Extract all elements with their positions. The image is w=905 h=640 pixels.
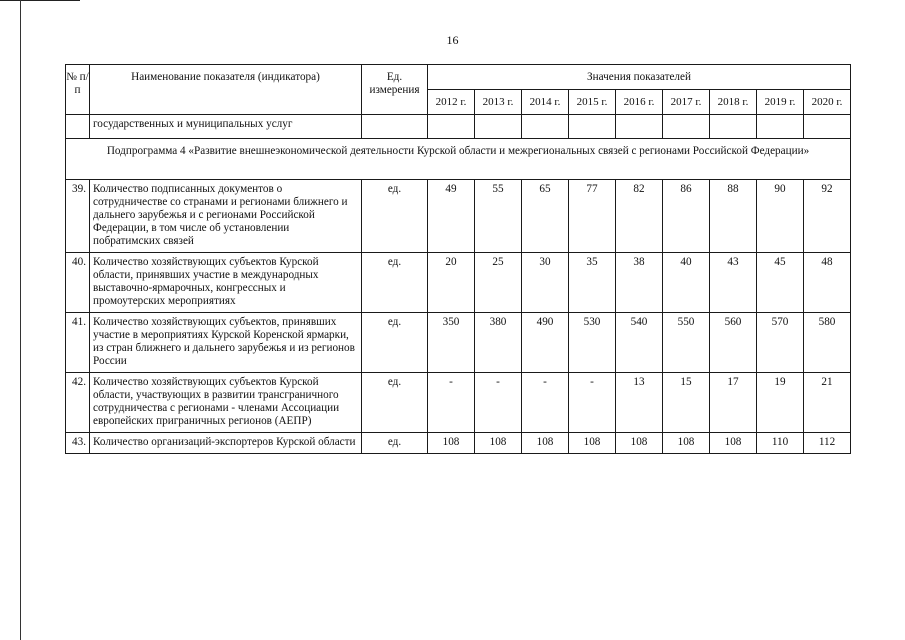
value-cell: - [475,373,522,433]
header-year: 2017 г. [663,90,710,115]
indicator-name: Количество хозяйствующих субъектов Курской области, принявших участие в международных выставочно-ярмарочных, конгрессных и промоутерских мероприятиях [90,253,362,313]
value-cell: 65 [522,180,569,253]
value-cell: 45 [757,253,804,313]
indicator-unit: ед. [362,373,428,433]
value-cell: 19 [757,373,804,433]
value-cell: 38 [616,253,663,313]
header-year: 2018 г. [710,90,757,115]
value-cell: 82 [616,180,663,253]
value-cell: 86 [663,180,710,253]
table-row [66,180,851,253]
empty-cell [522,115,569,139]
header-year: 2019 г. [757,90,804,115]
indicator-unit: ед. [362,313,428,373]
value-cell: 88 [710,180,757,253]
empty-cell [663,115,710,139]
value-cell: - [522,373,569,433]
indicator-name: Количество организаций-экспортеров Курской области [90,433,362,454]
continuation-num-cell [66,115,90,139]
header-year: 2016 г. [616,90,663,115]
indicator-name: Количество хозяйствующих субъектов, принявших участие в мероприятиях Курской Коренской ярмарки, из стран ближнего и дальнего зарубежья и из регионов России [90,313,362,373]
table-row [66,433,851,454]
value-cell: 350 [428,313,475,373]
value-cell: 13 [616,373,663,433]
row-number: 43. [66,433,90,454]
scan-artifact-line [0,0,80,1]
empty-cell [616,115,663,139]
value-cell: 55 [475,180,522,253]
value-cell: 90 [757,180,804,253]
value-cell: 540 [616,313,663,373]
subprogram-title: Подпрограмма 4 «Развитие внешнеэкономической деятельности Курской области и межрегиональных связей с регионами Российской Федерации» [66,139,851,180]
value-cell: 380 [475,313,522,373]
value-cell: 560 [710,313,757,373]
empty-cell [362,115,428,139]
value-cell: - [428,373,475,433]
value-cell: 108 [428,433,475,454]
header-row-top [66,65,851,90]
indicators-table [65,64,851,454]
empty-cell [804,115,851,139]
empty-cell [710,115,757,139]
value-cell: 490 [522,313,569,373]
indicator-name: Количество подписанных документов о сотрудничестве со странами и регионами ближнего и дальнего зарубежья и с регионами Российской Федерации, в том числе об установлении побратимских связей [90,180,362,253]
value-cell: 108 [710,433,757,454]
row-number: 39. [66,180,90,253]
value-cell: 580 [804,313,851,373]
value-cell: 112 [804,433,851,454]
header-values: Значения показателей [428,65,851,90]
empty-cell [475,115,522,139]
value-cell: 92 [804,180,851,253]
value-cell: 108 [522,433,569,454]
table-row [66,313,851,373]
value-cell: 108 [569,433,616,454]
header-year: 2012 г. [428,90,475,115]
value-cell: 17 [710,373,757,433]
value-cell: 20 [428,253,475,313]
header-year: 2014 г. [522,90,569,115]
value-cell: 30 [522,253,569,313]
value-cell: 108 [663,433,710,454]
continuation-row [66,115,851,139]
page-edge-line [20,0,21,640]
value-cell: 530 [569,313,616,373]
row-number: 41. [66,313,90,373]
value-cell: 77 [569,180,616,253]
value-cell: 35 [569,253,616,313]
value-cell: 40 [663,253,710,313]
table-row [66,253,851,313]
value-cell: 550 [663,313,710,373]
row-number: 42. [66,373,90,433]
row-number: 40. [66,253,90,313]
value-cell: 25 [475,253,522,313]
page-number: 16 [446,33,459,47]
header-unit: Ед. измерения [362,65,428,115]
indicator-name: Количество хозяйствующих субъектов Курской области, участвующих в развитии трансграничного сотрудничества с регионами - членами Ассоциации европейских приграничных регионов (АЕПР) [90,373,362,433]
continuation-text: государственных и муниципальных услуг [90,115,362,139]
value-cell: 43 [710,253,757,313]
value-cell: 49 [428,180,475,253]
indicator-unit: ед. [362,433,428,454]
header-num: № п/п [66,65,90,115]
value-cell: 15 [663,373,710,433]
value-cell: 108 [475,433,522,454]
value-cell: 48 [804,253,851,313]
value-cell: 108 [616,433,663,454]
indicator-unit: ед. [362,253,428,313]
header-year: 2020 г. [804,90,851,115]
indicator-unit: ед. [362,180,428,253]
value-cell: 21 [804,373,851,433]
empty-cell [569,115,616,139]
value-cell: 570 [757,313,804,373]
header-name: Наименование показателя (индикатора) [90,65,362,115]
empty-cell [428,115,475,139]
table-row [66,373,851,433]
value-cell: - [569,373,616,433]
subprogram-row [66,139,851,180]
empty-cell [757,115,804,139]
value-cell: 110 [757,433,804,454]
header-year: 2013 г. [475,90,522,115]
header-year: 2015 г. [569,90,616,115]
